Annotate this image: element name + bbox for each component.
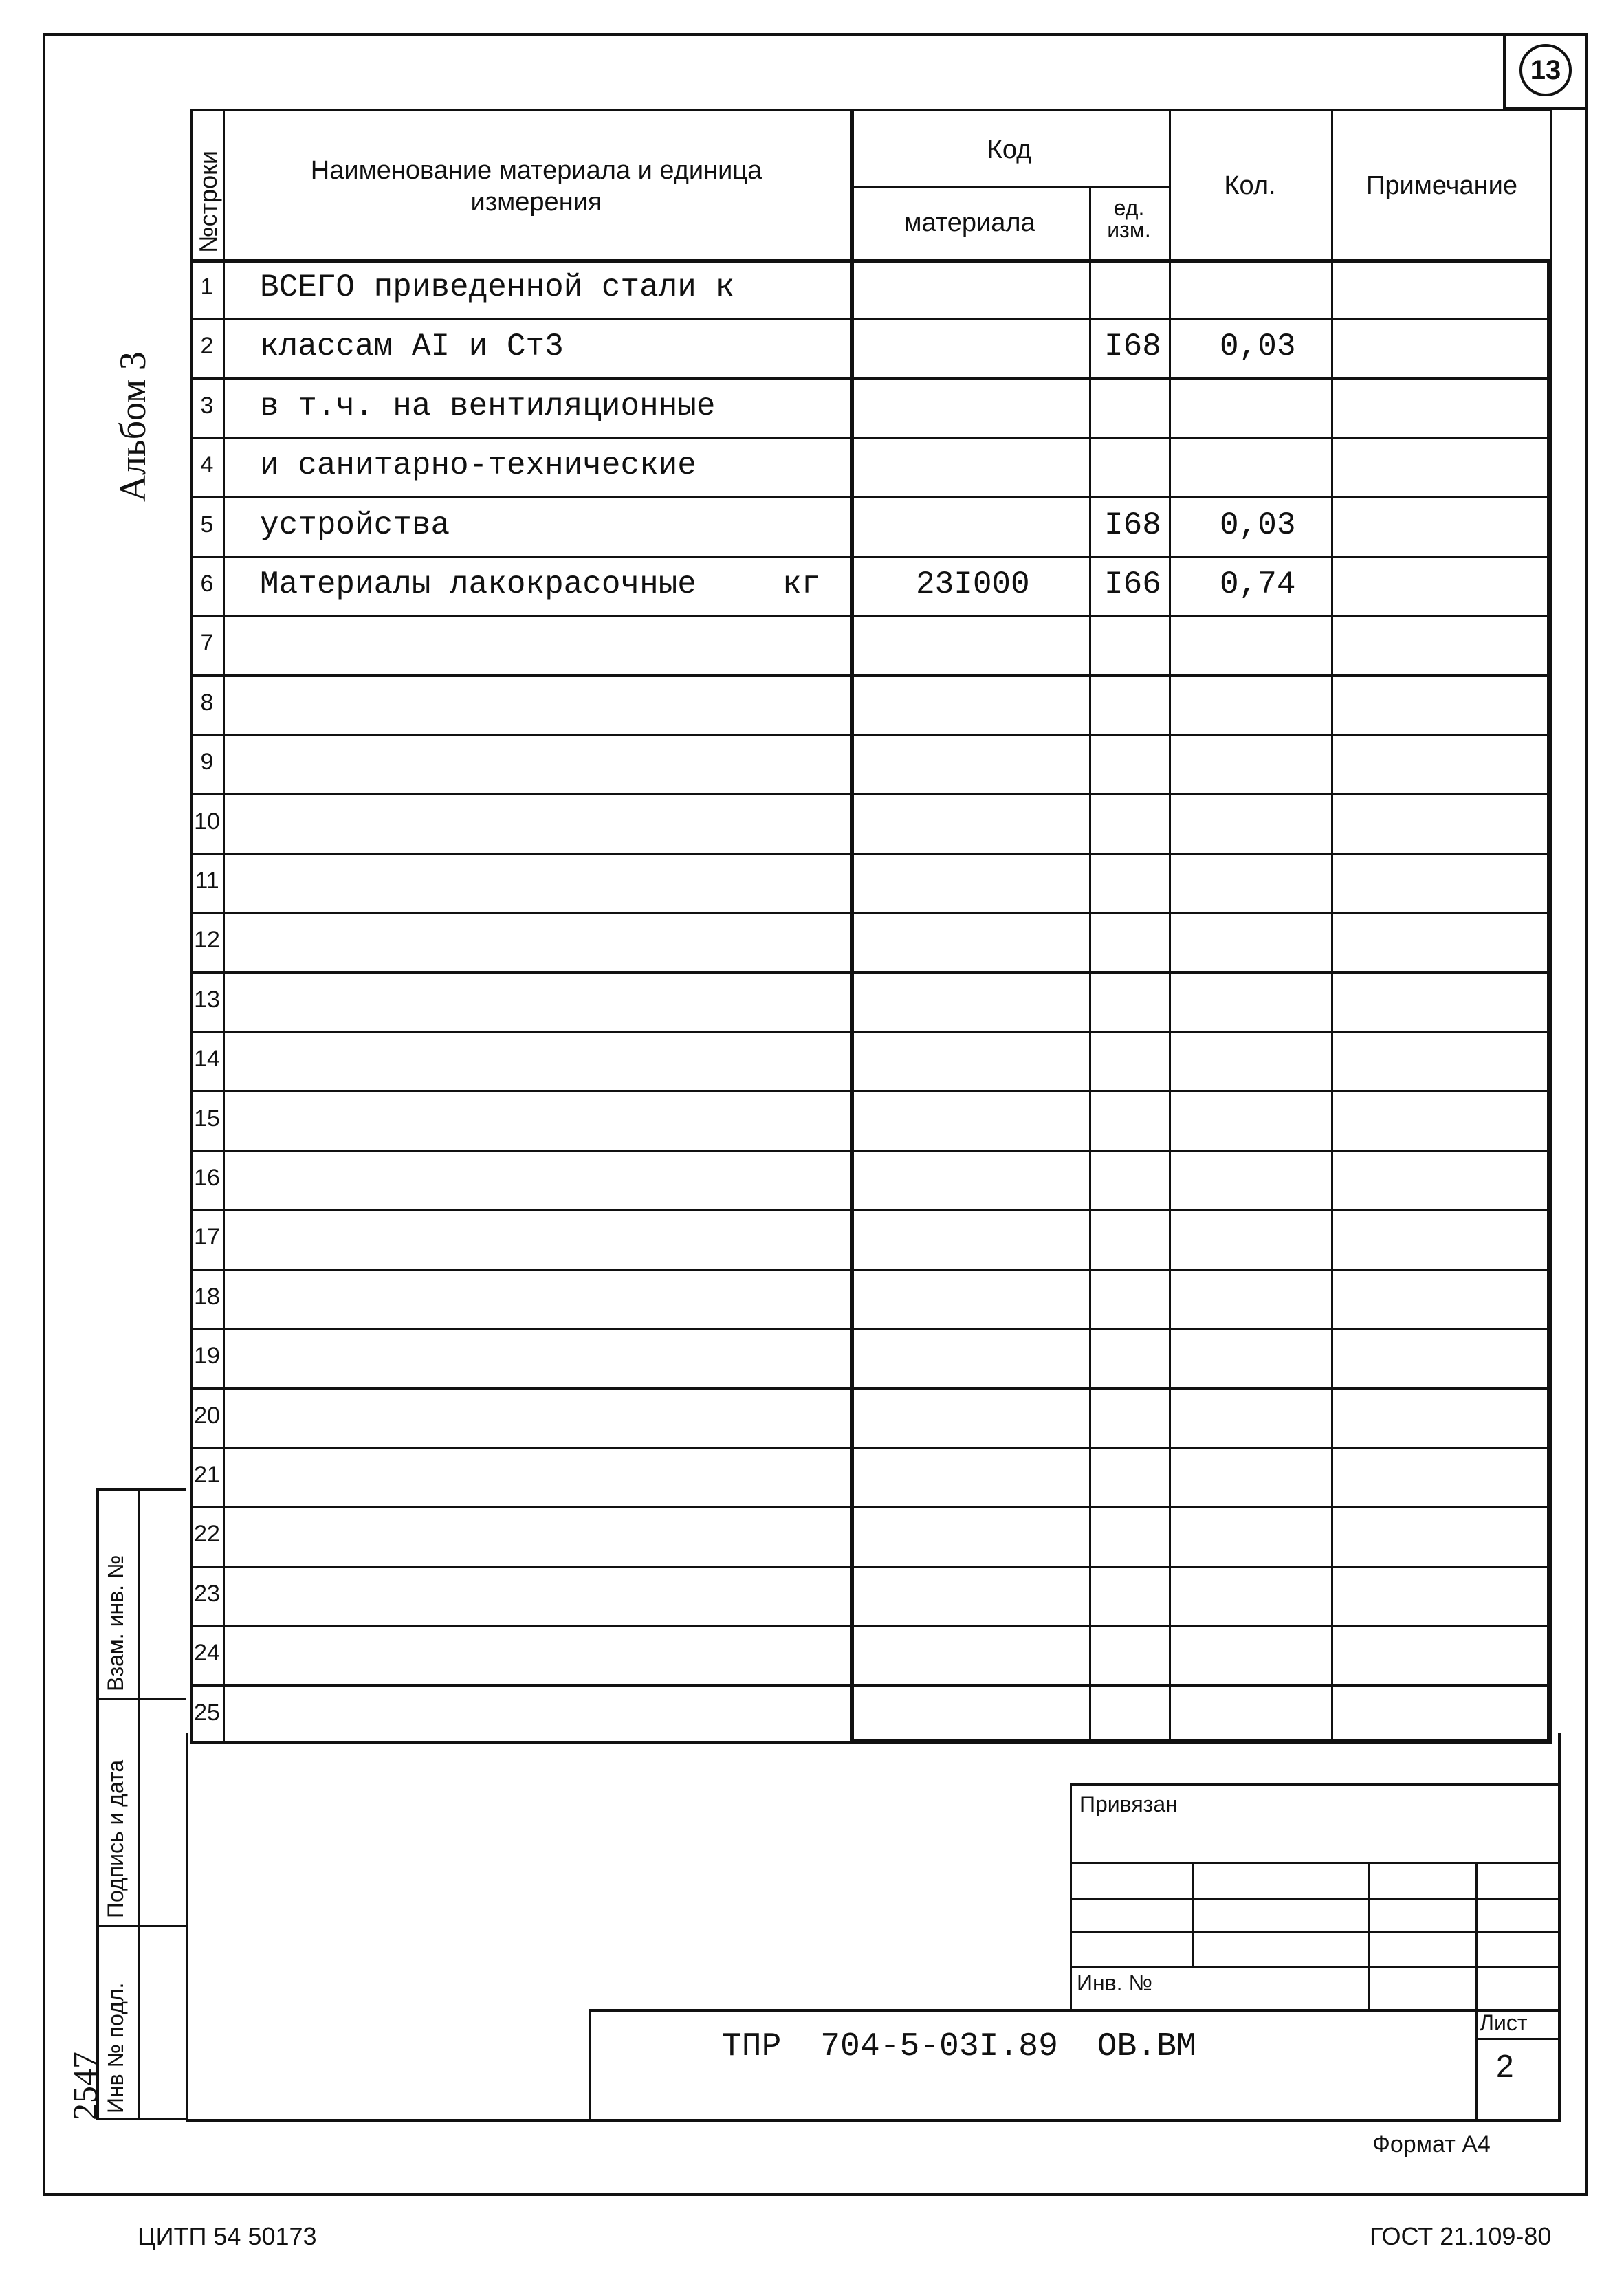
list-label: Лист (1480, 2010, 1528, 2035)
quantity: 0,03 (1220, 329, 1296, 365)
row-separator (190, 496, 1552, 498)
row-separator (190, 556, 1552, 558)
row-separator (190, 1387, 1552, 1390)
list-number: 2 (1496, 2048, 1514, 2084)
row-separator (190, 377, 1552, 380)
header-code: Код (987, 135, 1032, 164)
header-separator (190, 259, 1552, 263)
row-separator (190, 793, 1552, 795)
footer-right: ГОСТ 21.109-80 (1370, 2222, 1552, 2250)
row-number: 25 (194, 1699, 220, 1726)
row-separator (190, 1566, 1552, 1568)
row-number: 9 (200, 749, 214, 776)
row-number: 5 (200, 511, 214, 538)
header-name: Наименование материала и единица измерения (310, 156, 762, 217)
row-number: 20 (194, 1402, 220, 1429)
col-line-name (850, 109, 854, 1744)
inv-podl-label: Инв № подл. (103, 1982, 128, 2113)
vzam-inv-label: Взам. инв. № (103, 1555, 128, 1691)
row-number: 17 (194, 1224, 220, 1251)
row-separator (190, 1506, 1552, 1508)
side-stamp-divider (138, 1488, 140, 2120)
row-separator (190, 1447, 1552, 1449)
header-material: материала (903, 208, 1035, 237)
col-line-material (1089, 186, 1091, 1744)
material-code: 23I000 (916, 567, 1030, 602)
privyazan-line-2 (1070, 1898, 1561, 1900)
col-line-right-thick (1547, 259, 1551, 1744)
row-number: 22 (194, 1521, 220, 1548)
row-number: 16 (194, 1165, 220, 1191)
privyazan-label: Привязан (1079, 1792, 1178, 1816)
row-separator (190, 1684, 1552, 1687)
list-divider (1475, 2009, 1478, 2120)
row-separator (190, 1150, 1552, 1152)
inv-number: 2547 (65, 2052, 104, 2120)
row-separator (190, 318, 1552, 320)
row-number: 10 (194, 808, 220, 835)
row-separator (190, 674, 1552, 677)
row-number: 14 (194, 1046, 220, 1073)
row-number: 6 (200, 571, 214, 597)
row-number: 7 (200, 630, 214, 657)
row-number: 4 (200, 452, 214, 479)
footer-left: ЦИТП 54 50173 (138, 2222, 317, 2250)
unit-code: I68 (1104, 507, 1161, 543)
row-separator (190, 734, 1552, 736)
privyazan-col-2 (1368, 1862, 1370, 2010)
row-number: 21 (194, 1462, 220, 1488)
material-name: и санитарно-технические (260, 448, 696, 484)
code-subheader-line (850, 186, 1169, 188)
material-name: в т.ч. на вентиляционные (260, 388, 716, 424)
row-number: 8 (200, 689, 214, 716)
header-row-no: №строки (194, 150, 222, 253)
side-stamp-line-2 (96, 1925, 186, 1927)
row-number: 15 (194, 1105, 220, 1132)
sheet-marker (1519, 44, 1572, 96)
row-separator (190, 853, 1552, 855)
material-name: Материалы лакокрасочные (260, 567, 696, 602)
col-line-num (223, 109, 225, 1744)
row-number: 23 (194, 1580, 220, 1607)
podpis-data-label: Подпись и дата (103, 1759, 128, 1918)
document-designation: ТПР 704-5-03I.89 ОВ.ВМ (722, 2028, 1196, 2065)
row-separator (190, 615, 1552, 617)
row-separator (190, 912, 1552, 914)
row-number: 12 (194, 927, 220, 954)
format-label: Формат А4 (1372, 2131, 1491, 2157)
unit-code: I68 (1104, 329, 1161, 365)
row-separator (190, 1328, 1552, 1330)
list-label-line (1475, 2038, 1561, 2040)
col-line-qty (1331, 109, 1333, 1744)
header-qty: Кол. (1224, 171, 1276, 200)
row-number: 1 (200, 274, 214, 300)
row-separator (190, 437, 1552, 439)
album-label: Альбом 3 (112, 351, 153, 502)
material-name: классам АI и Ст3 (260, 329, 564, 365)
material-unit-name: кг (782, 567, 821, 602)
row-number: 3 (200, 392, 214, 419)
row-number: 2 (200, 333, 214, 360)
quantity: 0,74 (1220, 567, 1296, 602)
row-number: 11 (195, 868, 219, 894)
side-stamp-line-1 (96, 1698, 186, 1700)
inv-no-label: Инв. № (1077, 1970, 1152, 1995)
row-separator (190, 1090, 1552, 1092)
header-unit: ед. изм. (1107, 195, 1151, 242)
privyazan-line-3 (1070, 1931, 1561, 1933)
material-name: ВСЕГО приведенной стали к (260, 270, 735, 305)
row-separator (190, 1031, 1552, 1033)
privyazan-col-1 (1192, 1862, 1194, 1966)
quantity: 0,03 (1220, 507, 1296, 543)
sheet-marker-number: 13 (1530, 55, 1561, 85)
col-line-unit (1169, 109, 1171, 1744)
material-name: устройства (260, 507, 450, 543)
privyazan-line-1 (1070, 1862, 1561, 1864)
unit-code: I66 (1104, 567, 1161, 602)
bottom-area-left-border (186, 1733, 188, 2120)
row-separator (190, 1209, 1552, 1211)
row-separator (190, 971, 1552, 974)
header-note: Примечание (1366, 171, 1517, 200)
table-bottom-thick (850, 1739, 1552, 1744)
row-separator (190, 1625, 1552, 1627)
row-number: 19 (194, 1343, 220, 1370)
row-number: 18 (194, 1283, 220, 1310)
privyazan-col-3 (1475, 1862, 1478, 2010)
privyazan-line-4 (1070, 1966, 1561, 1968)
row-number: 13 (194, 986, 220, 1013)
row-number: 24 (194, 1640, 220, 1667)
row-separator (190, 1269, 1552, 1271)
